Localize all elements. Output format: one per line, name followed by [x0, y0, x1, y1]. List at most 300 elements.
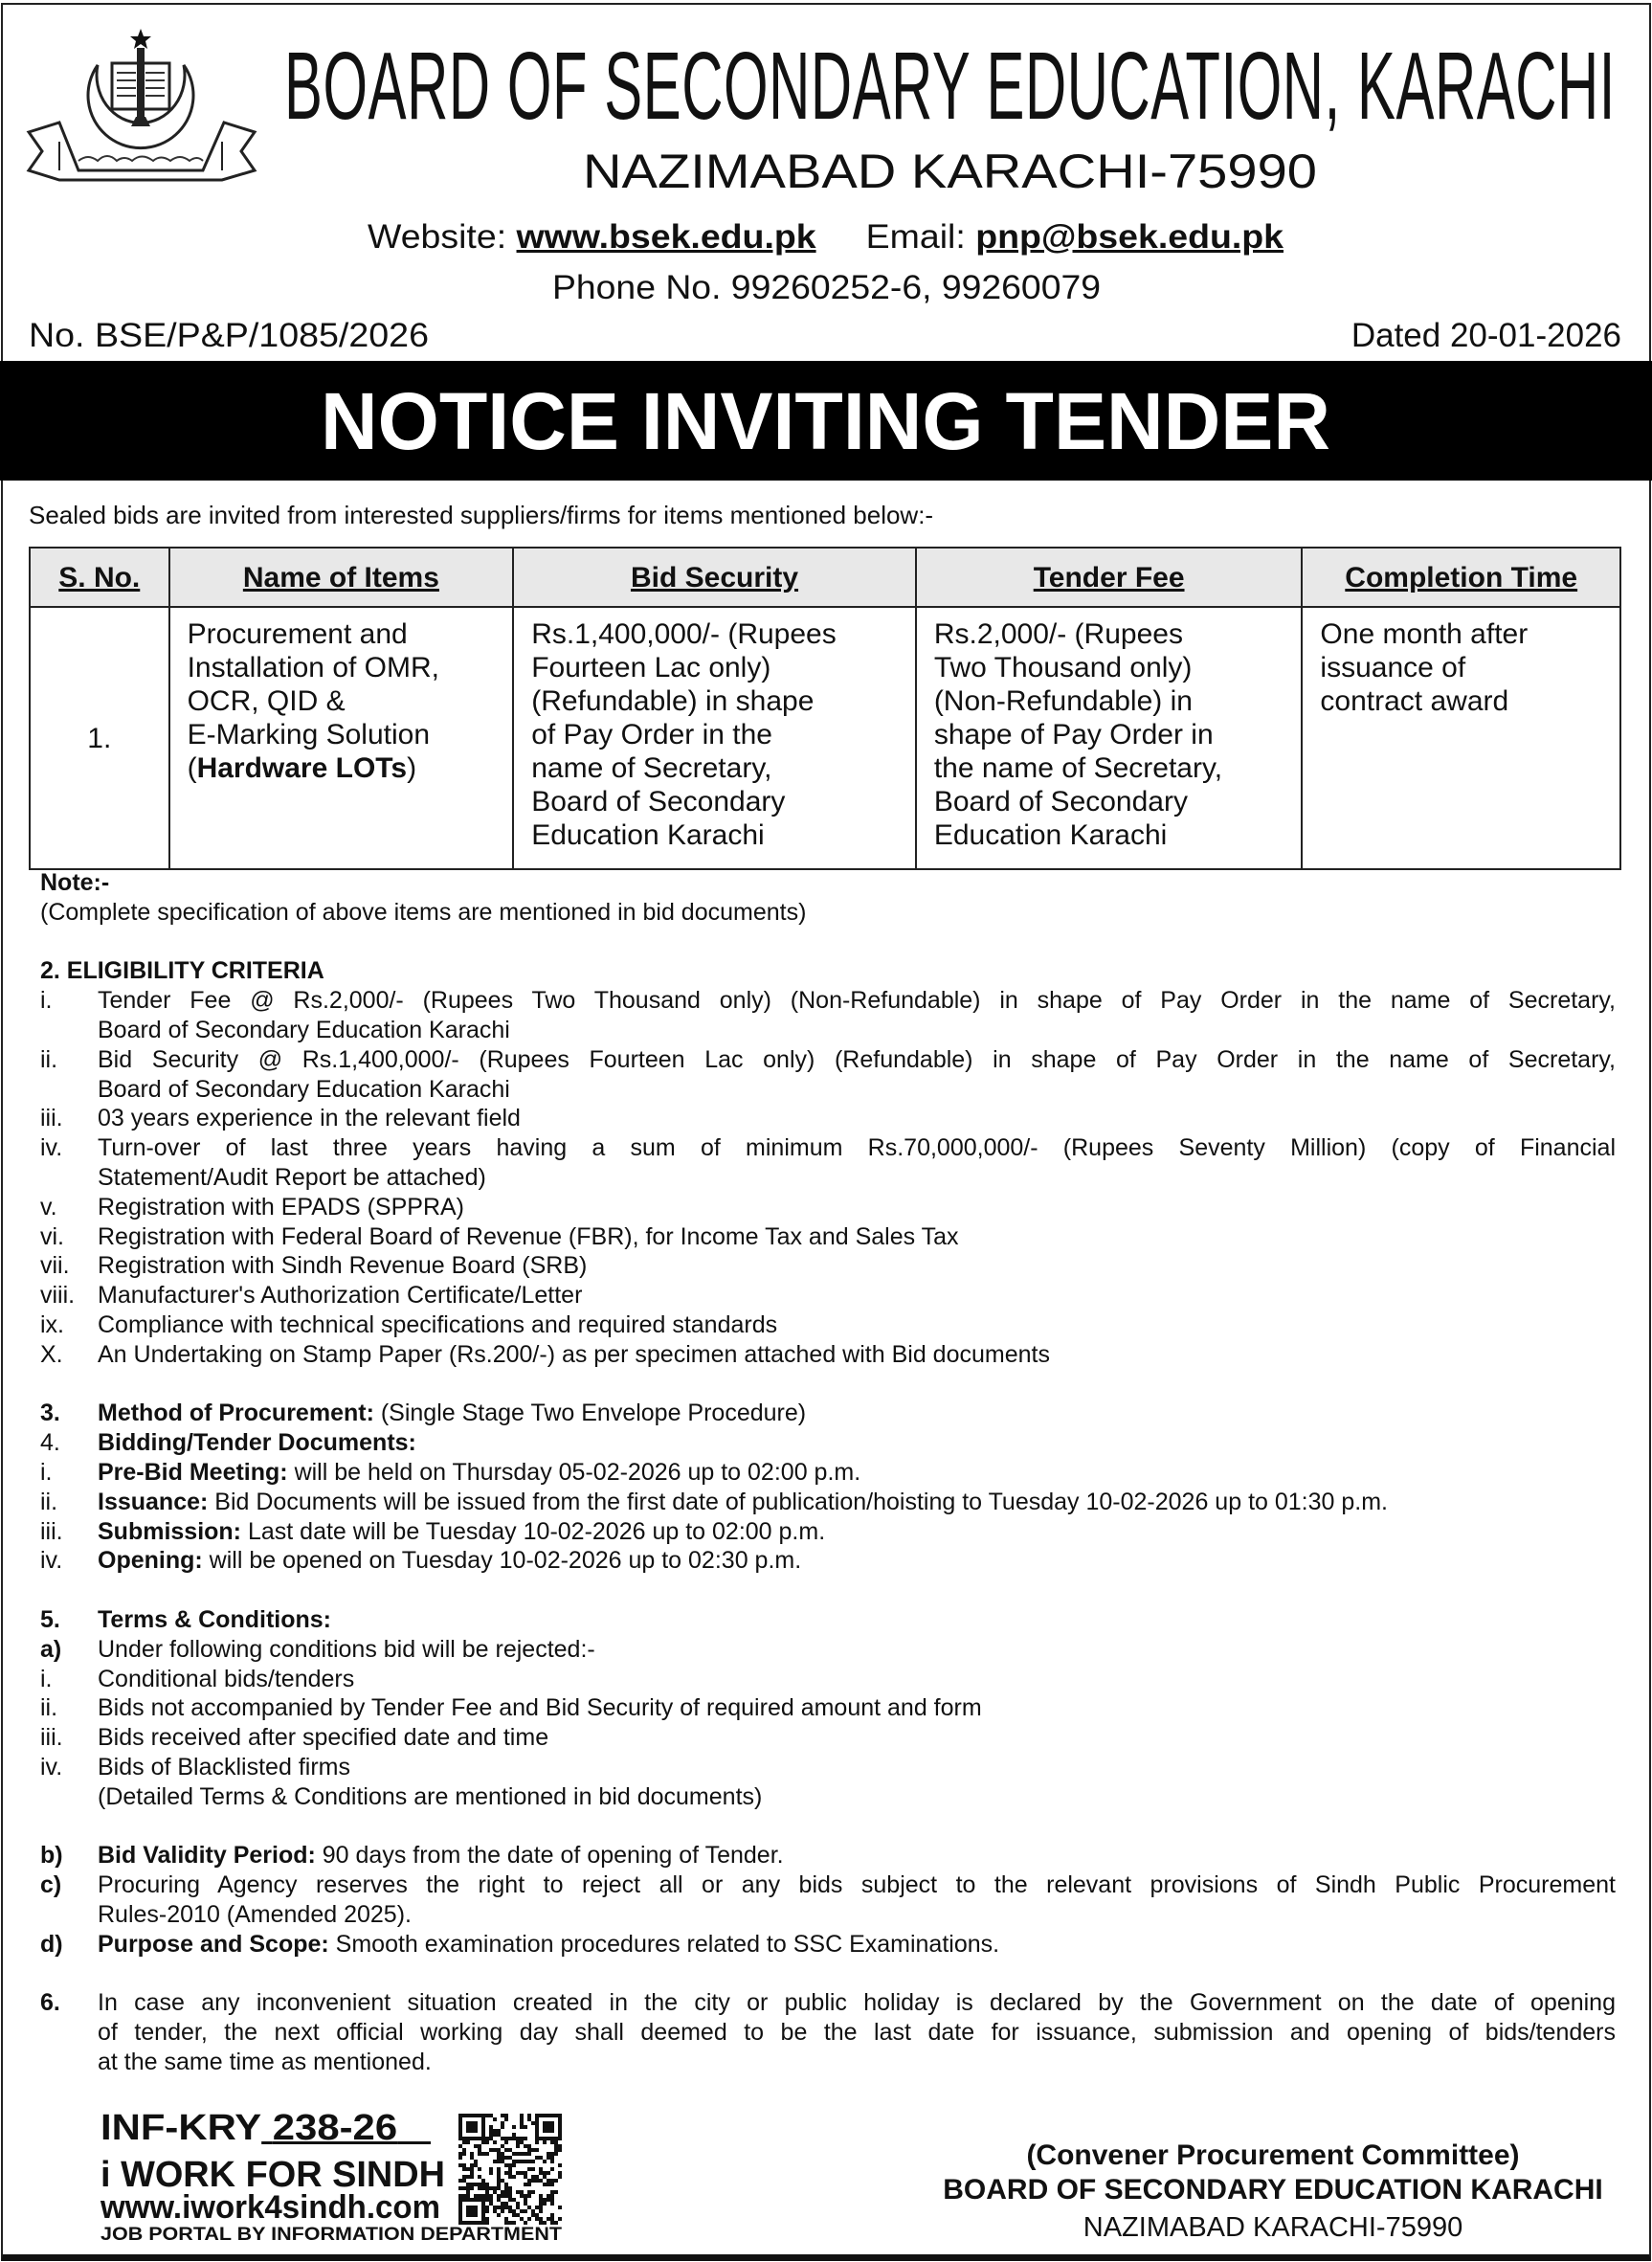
- list-marker: iv.: [40, 1547, 63, 1575]
- list-item-content: (Detailed Terms & Conditions are mentioned in bid documents): [98, 1782, 763, 1810]
- list-marker: X.: [40, 1340, 63, 1368]
- blank-line: [40, 1576, 1616, 1605]
- qr-module: [462, 2148, 466, 2152]
- qr-module: [527, 2179, 531, 2183]
- list-item-text: [98, 1723, 1616, 1753]
- qr-module: [535, 2148, 539, 2152]
- qr-module: [524, 2144, 527, 2148]
- list-item-text: [98, 1163, 1616, 1193]
- qr-module: [554, 2148, 558, 2152]
- qr-module: [504, 2171, 508, 2175]
- qr-module: [520, 2160, 524, 2163]
- qr-module: [470, 2183, 474, 2186]
- qr-module: [489, 2129, 493, 2133]
- qr-module: [485, 2190, 489, 2194]
- qr-module: [539, 2206, 543, 2209]
- qr-module: [524, 2183, 527, 2186]
- parenthesis: ): [407, 752, 417, 784]
- qr-module: [512, 2152, 516, 2156]
- list-item-label: Opening:: [98, 1547, 203, 1575]
- qr-module: [504, 2221, 508, 2225]
- qr-module: [527, 2206, 531, 2209]
- list-item-content: Smooth examination procedures related to SSC Examinations.: [328, 1930, 1000, 1958]
- qr-module: [474, 2144, 478, 2148]
- qr-module: [501, 2137, 504, 2140]
- header-bid-security: Bid Security: [513, 548, 916, 607]
- cell-line: OCR, QID &: [187, 685, 346, 717]
- list-item: [40, 1251, 1616, 1281]
- list-item: [40, 1075, 1616, 1105]
- qr-module: [550, 2140, 554, 2144]
- qr-module: [485, 2140, 489, 2144]
- header-completion-time: Completion Time: [1302, 548, 1620, 607]
- qr-module: [458, 2179, 462, 2183]
- list-item: [40, 1693, 1616, 1723]
- list-marker: 3.: [40, 1400, 60, 1427]
- qr-module: [531, 2167, 535, 2171]
- list-item: [40, 1310, 1616, 1340]
- qr-module: [485, 2137, 489, 2140]
- list-item: [40, 1488, 1616, 1517]
- list-item-text: [98, 1988, 1616, 2018]
- qr-module: [466, 2140, 470, 2144]
- list-item-text: [98, 1075, 1616, 1105]
- qr-module: [512, 2198, 516, 2202]
- qr-module: [547, 2183, 550, 2186]
- header-s-no: S. No.: [30, 548, 169, 607]
- qr-module: [466, 2186, 470, 2190]
- cell-line: Board of Secondary: [933, 786, 1188, 817]
- email-label: Email:: [865, 218, 966, 256]
- list-marker: a): [40, 1635, 62, 1663]
- qr-module: [504, 2194, 508, 2198]
- qr-module: [550, 2194, 554, 2198]
- list-marker: vi.: [40, 1222, 64, 1250]
- qr-module: [489, 2198, 493, 2202]
- list-marker: ii.: [40, 1694, 58, 1722]
- parenthesis: (: [187, 752, 197, 784]
- qr-module: [531, 2179, 535, 2183]
- qr-module: [550, 2213, 554, 2217]
- list-item: [40, 1163, 1616, 1193]
- list-item: [40, 1104, 1616, 1133]
- cell-line: contract award: [1320, 685, 1509, 717]
- qr-module: [478, 2183, 481, 2186]
- list-item-content: 03 years experience in the relevant field: [98, 1105, 521, 1132]
- board-address-text: NAZIMABAD KARACHI-75990: [583, 145, 1317, 198]
- qr-module: [520, 2125, 524, 2129]
- notice-date: Dated 20-01-2026: [1351, 317, 1621, 354]
- notice-title: [321, 376, 1348, 466]
- qr-module: [478, 2175, 481, 2179]
- qr-module: [512, 2133, 516, 2137]
- website-label: Website:: [368, 218, 507, 256]
- qr-module: [539, 2167, 543, 2171]
- qr-module: [524, 2137, 527, 2140]
- list-item-text: [98, 1016, 1616, 1045]
- qr-module: [508, 2209, 512, 2213]
- qr-module: [497, 2167, 501, 2171]
- list-item-content: Rules-2010 (Amended 2025).: [98, 1900, 412, 1928]
- qr-module: [470, 2152, 474, 2156]
- list-item-content: of tender, the next official working day shall deemed to be the last date for issuance, submission and opening of bids/tenders: [98, 2019, 1616, 2047]
- qr-module: [520, 2137, 524, 2140]
- qr-module: [550, 2183, 554, 2186]
- qr-module: [558, 2217, 562, 2221]
- list-item-content: will be opened on Tuesday 10-02-2026 up to 02:30 p.m.: [202, 1547, 802, 1575]
- qr-module: [539, 2217, 543, 2221]
- qr-module: [462, 2152, 466, 2156]
- list-item-content: Under following conditions bid will be rejected:-: [98, 1635, 595, 1663]
- list-marker: iii.: [40, 1105, 63, 1132]
- list-item-content: (Single Stage Two Envelope Procedure): [373, 1400, 807, 1427]
- list-item-text: [98, 1488, 1616, 1517]
- qr-module: [539, 2209, 543, 2213]
- list-item-text: [98, 1428, 1616, 1458]
- qr-module: [508, 2167, 512, 2171]
- qr-module: [543, 2202, 547, 2206]
- iwork-brand: [100, 2156, 446, 2194]
- list-item-content: will be held on Thursday 05-02-2026 up to 02:00 p.m.: [287, 1458, 861, 1486]
- qr-module: [493, 2206, 497, 2209]
- qr-module: [543, 2183, 547, 2186]
- list-item: [40, 1281, 1616, 1310]
- list-row: [40, 868, 1616, 898]
- qr-module: [527, 2217, 531, 2221]
- star-icon: [130, 29, 151, 49]
- qr-module: [512, 2137, 516, 2140]
- qr-module: [520, 2190, 524, 2194]
- cell-line: issuance of: [1320, 652, 1466, 683]
- qr-module: [508, 2186, 512, 2190]
- qr-code[interactable]: [458, 2113, 562, 2226]
- qr-module: [481, 2140, 485, 2144]
- qr-module: [508, 2194, 512, 2198]
- list-item: [40, 1546, 1616, 1576]
- list-item: [40, 1399, 1616, 1428]
- qr-module: [466, 2167, 470, 2171]
- list-marker: i.: [40, 1665, 53, 1692]
- qr-module: [478, 2186, 481, 2190]
- list-item-content: Turn-over of last three years having a sum of minimum Rs.70,000,000/- (Rupees Seventy Million) (copy of Financial: [98, 1134, 1616, 1162]
- qr-module: [485, 2114, 489, 2117]
- qr-module: [539, 2156, 543, 2160]
- qr-module: [524, 2209, 527, 2213]
- qr-module: [497, 2160, 501, 2163]
- qr-module: [493, 2148, 497, 2152]
- qr-module: [524, 2160, 527, 2163]
- cell-item-name: [169, 607, 514, 869]
- qr-module: [539, 2202, 543, 2206]
- list-marker: ii.: [40, 1045, 58, 1073]
- list-item-content: Bid Documents will be issued from the first date of publication/hoisting to Tuesday 10-02-2026 up to 01:30 p.m.: [208, 1488, 1388, 1515]
- qr-module: [497, 2213, 501, 2217]
- qr-module: [501, 2190, 504, 2194]
- list-item-content: Last date will be Tuesday 10-02-2026 up to 02:00 p.m.: [241, 1517, 826, 1545]
- signatory-organization: BOARD OF SECONDARY EDUCATION KARACHI: [943, 2174, 1603, 2206]
- qr-module: [520, 2171, 524, 2175]
- qr-module: [550, 2152, 554, 2156]
- qr-module: [531, 2213, 535, 2217]
- list-item-label: Submission:: [98, 1517, 242, 1545]
- signatory-role: (Convener Procurement Committee): [1026, 2139, 1520, 2171]
- qr-module: [512, 2209, 516, 2213]
- cell-bid-security: [513, 607, 916, 869]
- qr-module: [535, 2217, 539, 2221]
- list-item-text: [98, 1222, 1616, 1252]
- qr-module: [527, 2183, 531, 2186]
- qr-module: [481, 2179, 485, 2183]
- qr-module: [485, 2183, 489, 2186]
- qr-module: [489, 2194, 493, 2198]
- qr-module: [504, 2206, 508, 2209]
- qr-module: [516, 2144, 520, 2148]
- cell-line: Rs.2,000/- (Rupees: [933, 618, 1183, 650]
- qr-module: [462, 2179, 466, 2183]
- list-item-text: [98, 1900, 1616, 1930]
- reference-number-text: No. BSE/P&P/1085/2026: [29, 317, 430, 354]
- list-item-text: [98, 1841, 1616, 1870]
- qr-module: [489, 2148, 493, 2152]
- qr-module: [516, 2202, 520, 2206]
- qr-module: [485, 2206, 489, 2209]
- list-item: [40, 1900, 1616, 1930]
- cell-line: Installation of OMR,: [187, 652, 439, 683]
- qr-module: [512, 2163, 516, 2167]
- list-item-text: [98, 1605, 1616, 1635]
- qr-module: [501, 2206, 504, 2209]
- qr-module: [527, 2144, 531, 2148]
- qr-module: [547, 2217, 550, 2221]
- qr-module: [474, 2194, 478, 2198]
- list-item-text: [98, 1693, 1616, 1723]
- blank-line: [40, 928, 1616, 957]
- qr-module: [504, 2117, 508, 2121]
- list-marker: v.: [40, 1193, 57, 1221]
- list-item: [40, 2018, 1616, 2048]
- qr-module: [485, 2198, 489, 2202]
- qr-module: [466, 2183, 470, 2186]
- qr-module: [497, 2171, 501, 2175]
- qr-module: [558, 2171, 562, 2175]
- qr-module: [489, 2125, 493, 2129]
- inf-number: [100, 2109, 400, 2147]
- qr-module: [501, 2194, 504, 2198]
- qr-module: [462, 2167, 466, 2171]
- qr-module: [508, 2148, 512, 2152]
- qr-module: [489, 2186, 493, 2190]
- qr-module: [493, 2129, 497, 2133]
- list-item-label: Pre-Bid Meeting:: [98, 1458, 288, 1486]
- qr-module: [466, 2206, 478, 2217]
- qr-module: [501, 2179, 504, 2183]
- qr-module: [466, 2190, 470, 2194]
- header-tender-fee: Tender Fee: [916, 548, 1303, 607]
- cell-line: Education Karachi: [531, 819, 765, 851]
- qr-module: [474, 2160, 478, 2163]
- list-item: [40, 1635, 1616, 1665]
- qr-module: [508, 2163, 512, 2167]
- qr-module: [524, 2194, 527, 2198]
- qr-module: [550, 2160, 554, 2163]
- qr-module: [527, 2117, 531, 2121]
- notice-title-text: NOTICE INVITING TENDER: [321, 376, 1330, 466]
- list-item-label: Terms & Conditions:: [98, 1605, 331, 1633]
- list-item: [40, 2048, 1616, 2077]
- qr-module: [543, 2175, 547, 2179]
- phone-text: Phone No. 99260252-6, 99260079: [552, 269, 1101, 306]
- qr-module: [535, 2140, 539, 2144]
- cell-line: (Non-Refundable) in: [933, 685, 1193, 717]
- board-title-text: BOARD OF SECONDARY EDUCATION, KARACHI: [284, 33, 1616, 140]
- qr-module: [527, 2114, 531, 2117]
- list-marker: iv.: [40, 1134, 63, 1162]
- qr-module: [558, 2148, 562, 2152]
- qr-module: [489, 2137, 493, 2140]
- blank-line: [40, 1812, 1616, 1842]
- qr-module: [458, 2144, 462, 2148]
- qr-module: [547, 2152, 550, 2156]
- qr-module: [547, 2194, 550, 2198]
- inf-number-value: 238-26: [272, 2108, 398, 2148]
- qr-module: [493, 2133, 497, 2137]
- list-item-label: Bidding/Tender Documents:: [98, 1429, 416, 1457]
- list-item-content: Bids not accompanied by Tender Fee and Bid Security of required amount and form: [98, 1694, 982, 1722]
- list-item-text: [98, 1193, 1616, 1222]
- qr-module: [535, 2175, 539, 2179]
- list-item: [40, 1016, 1616, 1045]
- qr-module: [531, 2148, 535, 2152]
- qr-module: [558, 2206, 562, 2209]
- list-item-text: [98, 1458, 1616, 1488]
- qr-module: [462, 2140, 466, 2144]
- list-item-text: [98, 1399, 1616, 1428]
- list-item-text: [98, 1782, 1616, 1812]
- list-marker: ii.: [40, 1488, 58, 1515]
- qr-module: [508, 2198, 512, 2202]
- list-marker: 4.: [40, 1429, 60, 1457]
- qr-module: [493, 2190, 497, 2194]
- qr-module: [516, 2190, 520, 2194]
- list-item-text: [98, 1310, 1616, 1340]
- list-item: [40, 1841, 1616, 1870]
- qr-module: [512, 2125, 516, 2129]
- qr-module: [493, 2160, 497, 2163]
- list-item-content: Tender Fee @ Rs.2,000/- (Rupees Two Thousand only) (Non-Refundable) in shape of Pay Order in the name of Secretary,: [98, 987, 1616, 1015]
- iwork-url-text: www.iwork4sindh.com: [100, 2189, 440, 2226]
- qr-module: [466, 2121, 478, 2133]
- qr-module: [497, 2206, 501, 2209]
- qr-module: [543, 2221, 547, 2225]
- qr-module: [543, 2171, 547, 2175]
- qr-module: [547, 2198, 550, 2202]
- qr-module: [470, 2186, 474, 2190]
- qr-module: [531, 2175, 535, 2179]
- qr-module: [458, 2194, 462, 2198]
- list-item-content: Board of Secondary Education Karachi: [98, 1075, 510, 1103]
- cell-line: shape of Pay Order in: [933, 719, 1214, 750]
- list-row: [40, 956, 1616, 986]
- qr-module: [516, 2206, 520, 2209]
- cell-line: Board of Secondary: [531, 786, 786, 817]
- qr-module: [497, 2175, 501, 2179]
- qr-module: [458, 2156, 462, 2160]
- cell-completion-time: [1302, 607, 1620, 869]
- qr-module: [524, 2171, 527, 2175]
- qr-module: [466, 2175, 470, 2179]
- qr-module: [543, 2140, 547, 2144]
- item-lot-type: Hardware LOTs: [196, 752, 408, 784]
- qr-module: [458, 2186, 462, 2190]
- qr-module: [554, 2190, 558, 2194]
- qr-module: [543, 2160, 547, 2163]
- list-marker: b): [40, 1842, 63, 1870]
- qr-module: [539, 2194, 543, 2198]
- qr-module: [539, 2179, 543, 2183]
- qr-module: [527, 2194, 531, 2198]
- list-item-text: [98, 1251, 1616, 1281]
- qr-module: [539, 2198, 543, 2202]
- table-header-row: [30, 548, 1620, 607]
- qr-module: [481, 2183, 485, 2186]
- list-marker: ix.: [40, 1310, 64, 1338]
- note-text: (Complete specification of above items are mentioned in bid documents): [40, 898, 807, 926]
- qr-module: [550, 2167, 554, 2171]
- list-item: [40, 1428, 1616, 1458]
- list-item: [40, 1605, 1616, 1635]
- qr-module: [558, 2144, 562, 2148]
- qr-module: [501, 2121, 504, 2125]
- qr-module: [478, 2194, 481, 2198]
- qr-module: [497, 2152, 501, 2156]
- qr-module: [462, 2175, 466, 2179]
- qr-module: [504, 2114, 508, 2117]
- cell-line: One month after: [1320, 618, 1529, 650]
- qr-module: [497, 2156, 501, 2160]
- qr-module: [520, 2194, 524, 2198]
- list-item-content: Registration with EPADS (SPPRA): [98, 1193, 464, 1221]
- qr-module: [470, 2175, 474, 2179]
- iwork-text: WORK FOR SINDH: [121, 2155, 446, 2195]
- qr-module: [508, 2137, 512, 2140]
- qr-module: [550, 2190, 554, 2194]
- qr-module: [543, 2198, 547, 2202]
- blank-line: [40, 1959, 1616, 1988]
- qr-module: [550, 2221, 554, 2225]
- contact-line: [368, 216, 1284, 258]
- qr-module: [504, 2202, 508, 2206]
- qr-module: [489, 2171, 493, 2175]
- email-link[interactable]: pnp@bsek.edu.pk: [975, 218, 1284, 256]
- qr-module: [501, 2209, 504, 2213]
- qr-module: [504, 2140, 508, 2144]
- qr-module: [550, 2179, 554, 2183]
- list-item: [40, 1458, 1616, 1488]
- qr-module: [478, 2148, 481, 2152]
- list-item-content: 90 days from the date of opening of Tender.: [315, 1842, 784, 1870]
- website-link[interactable]: www.bsek.edu.pk: [516, 218, 816, 256]
- qr-module: [516, 2137, 520, 2140]
- qr-module: [558, 2175, 562, 2179]
- list-item: [40, 1222, 1616, 1252]
- qr-module: [489, 2202, 493, 2206]
- qr-module: [497, 2133, 501, 2137]
- tender-items-table: [29, 547, 1621, 870]
- qr-module: [497, 2183, 501, 2186]
- qr-module: [554, 2140, 558, 2144]
- qr-module: [462, 2163, 466, 2167]
- qr-module: [493, 2117, 497, 2121]
